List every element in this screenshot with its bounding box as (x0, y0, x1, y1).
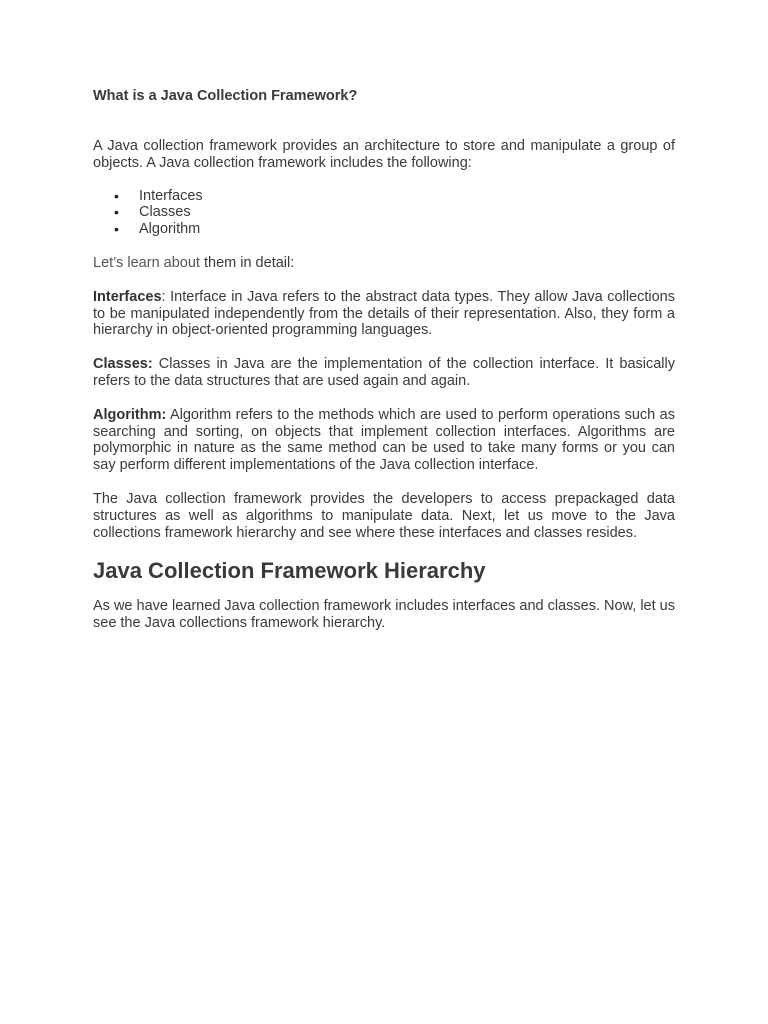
hierarchy-heading: Java Collection Framework Hierarchy (93, 558, 486, 584)
algorithm-paragraph (93, 407, 675, 474)
learn-paragraph (93, 255, 675, 272)
learn-lead: Let’s learn about (93, 254, 200, 271)
hierarchy-paragraph: As we have learned Java collection framework includes interfaces and classes. Now, let us see the Java collections framework hierarchy. (93, 598, 675, 632)
list-item: • Classes (139, 204, 675, 221)
classes-label: Classes: (93, 356, 153, 373)
classes-paragraph (93, 356, 675, 390)
algorithm-text: Algorithm refers to the methods which are used to perform operations such as searching and sorting, on objects that implement collection interfaces. Algorithms are polymorphic in nature as the same method can be used to take many forms or you can say perform different implementations of the Java collection interface. (93, 406, 675, 474)
document-page (93, 86, 675, 632)
interfaces-text: : Interface in Java refers to the abstract data types. They allow Java collections to be manipulated independently from the details of their representation. Also, they form a hierarchy in object-oriented programming languages. (93, 288, 675, 339)
closing-paragraph: The Java collection framework provides the developers to access prepackaged data structures as well as algorithms to manipulate data. Next, let us move to the Java collections framework hierarchy and see where these interfaces and classes resides. (93, 490, 675, 541)
classes-text: Classes in Java are the implementation of the collection interface. It basically refers to the data structures that are used again and again. (93, 356, 675, 389)
list-item: • Algorithm (139, 221, 675, 238)
interfaces-paragraph (93, 289, 675, 339)
components-list (93, 188, 675, 238)
list-item: • Interfaces (139, 188, 675, 205)
interfaces-label: Interfaces (93, 288, 162, 305)
learn-rest: them in detail: (199, 254, 295, 271)
intro-paragraph: A Java collection framework provides an architecture to store and manipulate a group of objects. A Java collection framework includes the following: (93, 138, 675, 171)
algorithm-label: Algorithm: (93, 406, 167, 423)
page-title: What is a Java Collection Framework? (93, 88, 358, 104)
